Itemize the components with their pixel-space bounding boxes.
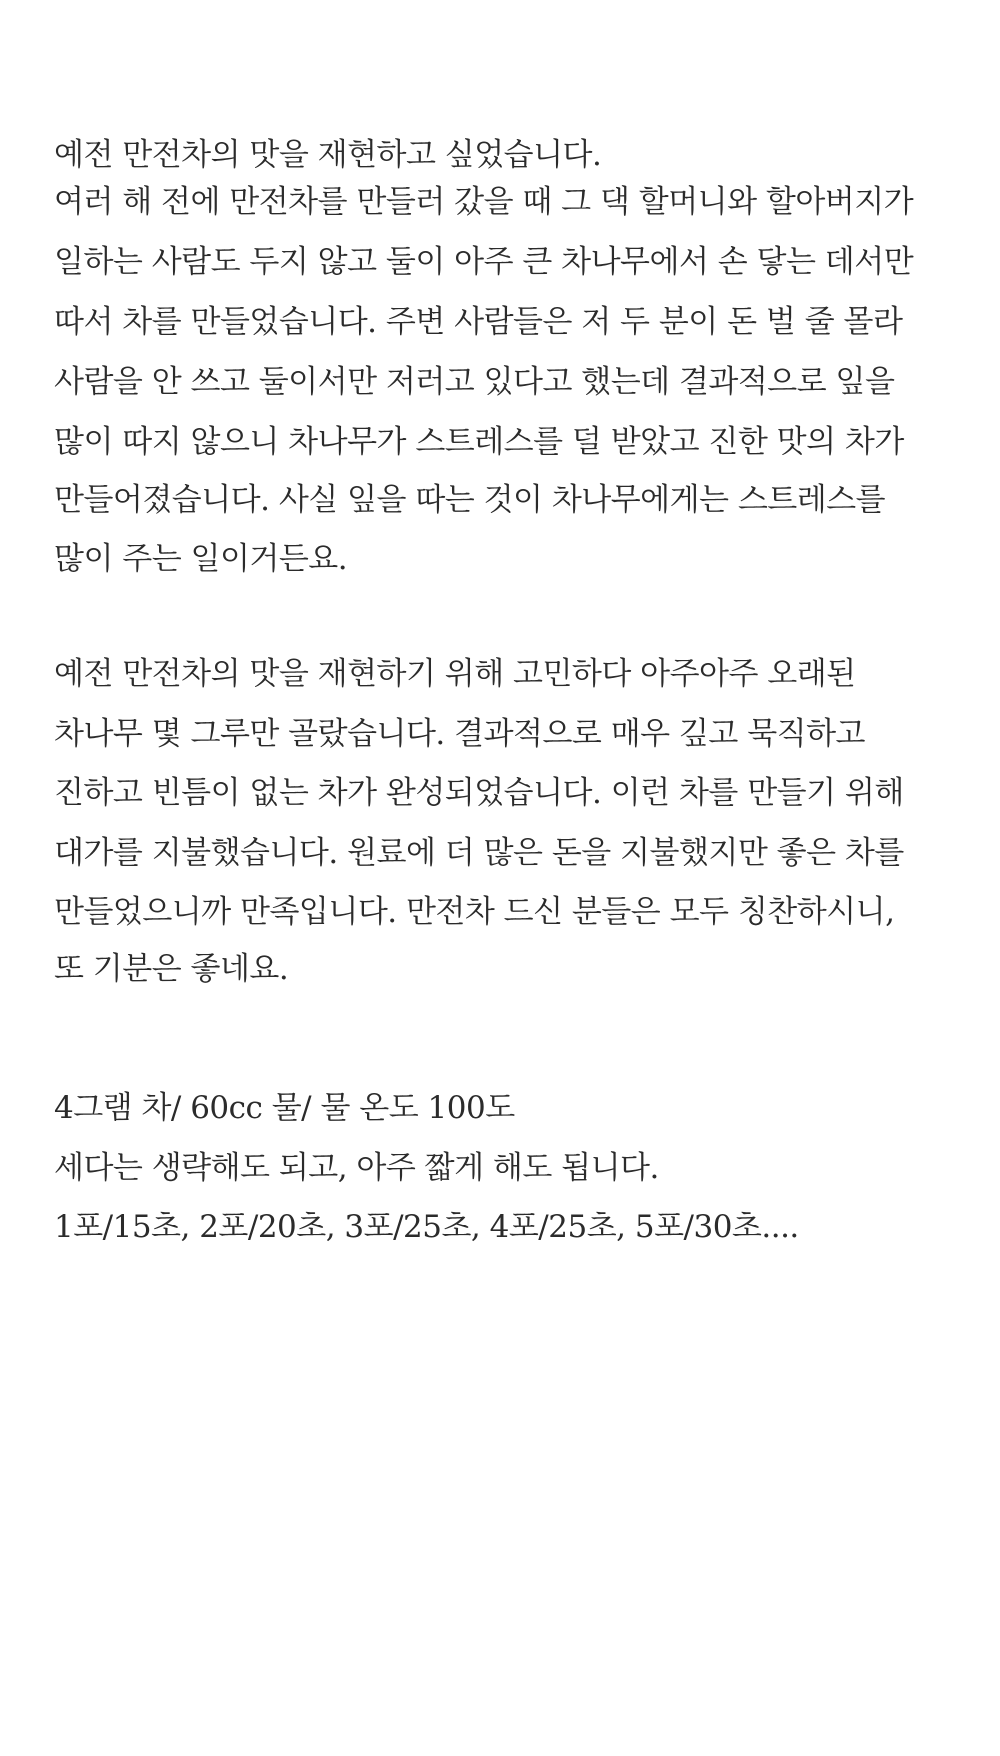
- text-line: 1포/15초, 2포/20초, 3포/25초, 4포/25초, 5포/30초....: [54, 1209, 799, 1245]
- text-line: 세다는 생략해도 되고, 아주 짧게 해도 됩니다.: [54, 1150, 659, 1186]
- text-line: 사람을 안 쓰고 둘이서만 저러고 있다고 했는데 결과적으로 잎을: [54, 364, 895, 400]
- text-line: 만들었으니까 만족입니다. 만전차 드신 분들은 모두 칭찬하시니,: [54, 894, 895, 930]
- text-line: 진하고 빈틈이 없는 차가 완성되었습니다. 이런 차를 만들기 위해: [54, 775, 904, 811]
- text-line: 또 기분은 좋네요.: [54, 951, 289, 987]
- text-line: 따서 차를 만들었습니다. 주변 사람들은 저 두 분이 돈 벌 줄 몰라: [54, 304, 903, 340]
- text-line: 일하는 사람도 두지 않고 둘이 아주 큰 차나무에서 손 닿는 데서만: [54, 244, 914, 280]
- text-line: 4그램 차/ 60cc 물/ 물 온도 100도: [54, 1090, 515, 1126]
- text-line: 예전 만전차의 맛을 재현하기 위해 고민하다 아주아주 오래된: [54, 656, 856, 692]
- text-line: 예전 만전차의 맛을 재현하고 싶었습니다.: [54, 137, 602, 173]
- text-line: 여러 해 전에 만전차를 만들러 갔을 때 그 댁 할머니와 할아버지가: [54, 184, 914, 220]
- text-line: 만들어졌습니다. 사실 잎을 따는 것이 차나무에게는 스트레스를: [54, 482, 886, 518]
- text-line: 대가를 지불했습니다. 원료에 더 많은 돈을 지불했지만 좋은 차를: [54, 835, 904, 871]
- text-line: 많이 주는 일이거든요.: [54, 541, 348, 577]
- text-line: 차나무 몇 그루만 골랐습니다. 결과적으로 매우 깊고 묵직하고: [54, 716, 865, 752]
- text-line: 많이 따지 않으니 차나무가 스트레스를 덜 받았고 진한 맛의 차가: [54, 424, 904, 460]
